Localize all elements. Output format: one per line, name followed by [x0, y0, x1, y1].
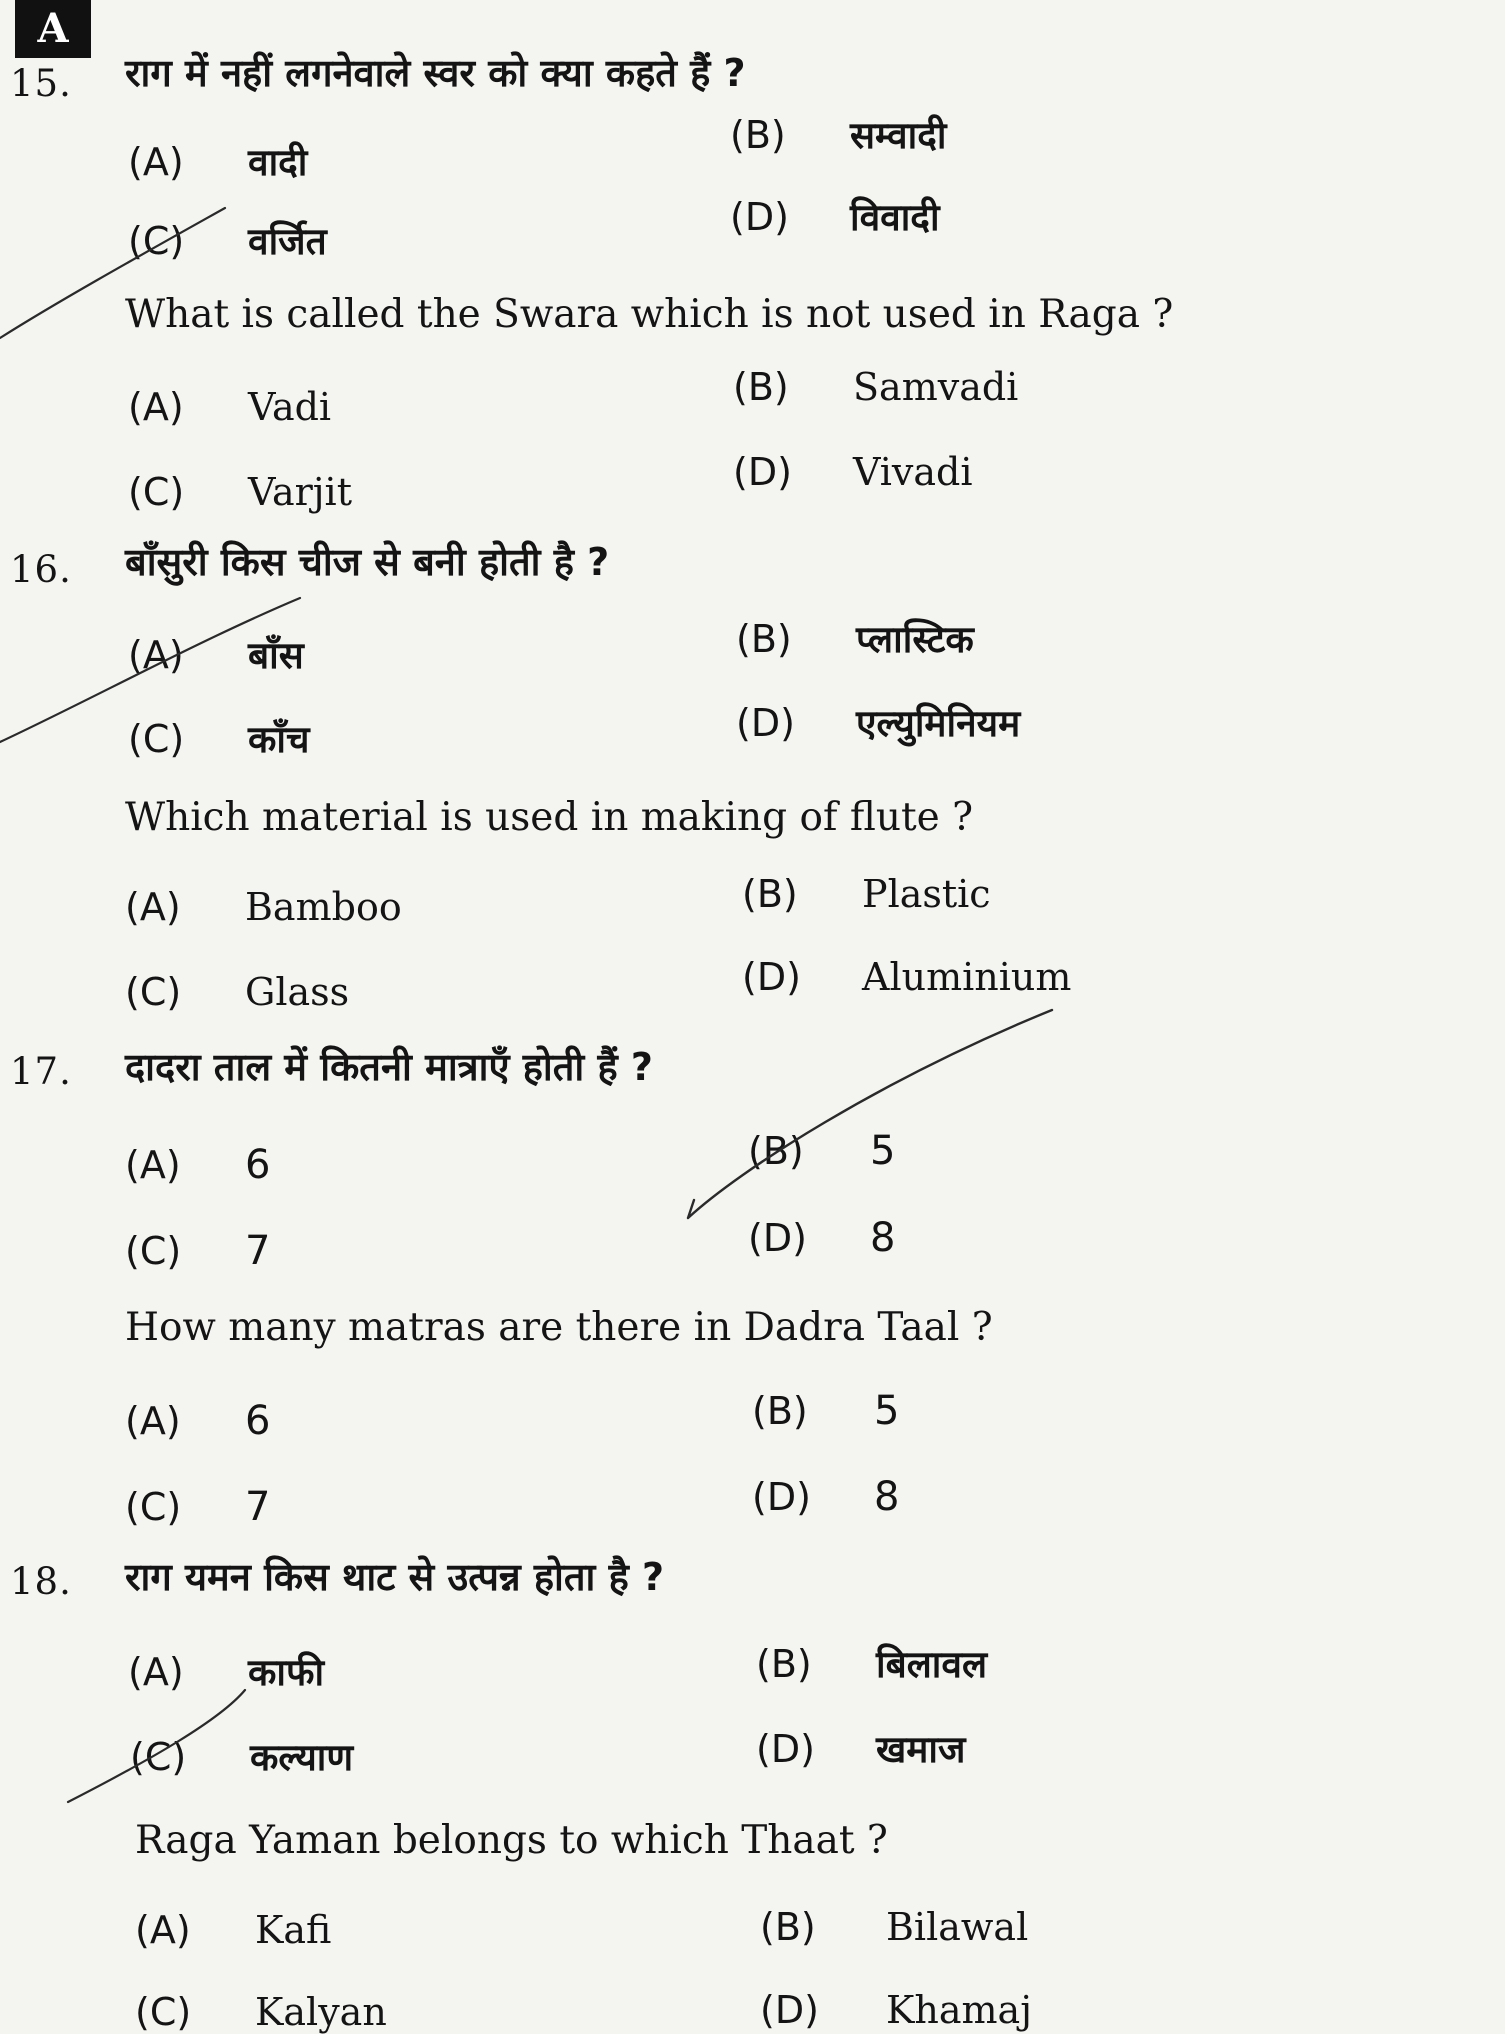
option-text: काफी — [248, 1651, 325, 1694]
option-text: Khamaj — [886, 1988, 1032, 2032]
option-c-hindi — [128, 214, 327, 265]
option-letter: (D) — [736, 701, 795, 745]
question-text-english: What is called the Swara which is not used in Raga ? — [125, 292, 1174, 337]
option-letter: (C) — [125, 970, 182, 1014]
option-letter: (C) — [130, 1735, 187, 1779]
option-text: 7 — [245, 1484, 271, 1530]
option-b-english — [733, 365, 1018, 409]
option-letter: (A) — [135, 1908, 191, 1952]
option-letter: (C) — [128, 717, 185, 761]
option-letter: (D) — [730, 195, 789, 239]
option-text: प्लास्टिक — [856, 618, 974, 661]
option-text: Samvadi — [853, 365, 1019, 409]
option-letter: (B) — [756, 1642, 812, 1686]
option-letter: (A) — [125, 1143, 181, 1187]
option-text: वर्जित — [248, 220, 327, 263]
question-text-english: Raga Yaman belongs to which Thaat ? — [135, 1818, 888, 1863]
option-letter: (A) — [125, 1399, 181, 1443]
option-text: 5 — [874, 1388, 900, 1434]
option-letter: (A) — [128, 140, 184, 184]
option-text: कल्याण — [250, 1736, 354, 1779]
option-text: Bamboo — [245, 885, 402, 929]
option-d-english — [742, 955, 1071, 999]
option-text: Aluminium — [862, 955, 1072, 999]
option-text: खमाज — [876, 1728, 966, 1771]
option-letter: (A) — [125, 885, 181, 929]
option-text: Kalyan — [255, 1990, 387, 2034]
option-letter: (C) — [135, 1990, 192, 2034]
option-b-english — [760, 1905, 1028, 1949]
option-letter: (C) — [125, 1229, 182, 1273]
option-letter: (D) — [752, 1475, 811, 1519]
question-text-english: How many matras are there in Dadra Taal ? — [125, 1305, 993, 1350]
option-c-hindi — [130, 1730, 353, 1781]
option-text: एल्युमिनियम — [856, 702, 1021, 745]
option-letter: (C) — [125, 1485, 182, 1529]
option-text: वादी — [248, 141, 308, 184]
option-letter: (B) — [742, 872, 798, 916]
option-letter: (C) — [128, 470, 185, 514]
option-a-english — [125, 885, 402, 929]
question-text-hindi: राग यमन किस थाट से उत्पन्न होता है ? — [125, 1555, 665, 1599]
option-text: विवादी — [850, 196, 940, 239]
option-d-english — [752, 1474, 899, 1520]
question-text-hindi: बाँसुरी किस चीज से बनी होती है ? — [125, 540, 610, 584]
option-text: Bilawal — [886, 1905, 1029, 1949]
answer-tick-q17 — [688, 1010, 1052, 1218]
option-text: Vadi — [248, 385, 332, 429]
option-text: 8 — [870, 1215, 896, 1261]
option-text: काँच — [248, 718, 310, 761]
option-letter: (A) — [128, 1650, 184, 1694]
option-letter: (D) — [756, 1727, 815, 1771]
option-text: Glass — [245, 970, 350, 1014]
option-text: Vivadi — [853, 450, 973, 494]
option-letter: (B) — [736, 617, 792, 661]
option-d-english — [760, 1988, 1032, 2032]
option-b-hindi — [730, 108, 946, 159]
option-letter: (C) — [128, 219, 185, 263]
option-c-hindi — [125, 1228, 270, 1274]
option-d-hindi — [748, 1215, 895, 1261]
option-b-hindi — [748, 1128, 895, 1174]
option-letter: (B) — [733, 365, 789, 409]
option-b-hindi — [736, 612, 974, 663]
option-d-hindi — [730, 190, 940, 241]
question-number: 17. — [10, 1050, 72, 1093]
option-text: Kafi — [255, 1908, 332, 1952]
option-text: बिलावल — [876, 1643, 988, 1686]
option-letter: (B) — [730, 113, 786, 157]
question-number: 18. — [10, 1560, 72, 1603]
option-b-hindi — [756, 1637, 987, 1688]
option-b-english — [742, 872, 991, 916]
option-a-hindi — [128, 1645, 324, 1696]
option-d-hindi — [736, 696, 1020, 747]
option-c-english — [135, 1990, 387, 2034]
option-letter: (B) — [748, 1129, 804, 1173]
question-number: 16. — [10, 548, 72, 591]
option-d-hindi — [756, 1722, 965, 1773]
option-text: सम्वादी — [850, 114, 947, 157]
option-a-english — [135, 1908, 331, 1952]
option-b-english — [752, 1388, 899, 1434]
option-c-english — [125, 970, 349, 1014]
option-a-english — [128, 385, 331, 429]
option-a-hindi — [128, 628, 304, 679]
option-text: बाँस — [248, 634, 304, 677]
option-letter: (B) — [760, 1905, 816, 1949]
option-letter: (B) — [752, 1389, 808, 1433]
option-c-hindi — [128, 712, 310, 763]
option-letter: (D) — [748, 1216, 807, 1260]
question-text-hindi: दादरा ताल में कितनी मात्राएँ होती हैं ? — [125, 1045, 653, 1089]
question-text-hindi: राग में नहीं लगनेवाले स्वर को क्या कहते हैं ? — [125, 51, 746, 95]
option-text: 6 — [245, 1142, 271, 1188]
option-text: 6 — [245, 1398, 271, 1444]
question-number: 15. — [10, 62, 72, 105]
option-text: 8 — [874, 1474, 900, 1520]
option-a-english — [125, 1398, 270, 1444]
option-c-english — [128, 470, 352, 514]
option-a-hindi — [125, 1142, 270, 1188]
question-text-english: Which material is used in making of flute ? — [125, 795, 974, 840]
set-badge: A — [15, 0, 91, 58]
option-text: Varjit — [248, 470, 352, 514]
option-text: 5 — [870, 1128, 896, 1174]
option-letter: (A) — [128, 385, 184, 429]
option-text: 7 — [245, 1228, 271, 1274]
option-c-english — [125, 1484, 270, 1530]
option-letter: (D) — [733, 450, 792, 494]
option-letter: (A) — [128, 633, 184, 677]
option-d-english — [733, 450, 973, 494]
option-a-hindi — [128, 135, 307, 186]
option-text: Plastic — [862, 872, 991, 916]
option-letter: (D) — [760, 1988, 819, 2032]
option-letter: (D) — [742, 955, 801, 999]
